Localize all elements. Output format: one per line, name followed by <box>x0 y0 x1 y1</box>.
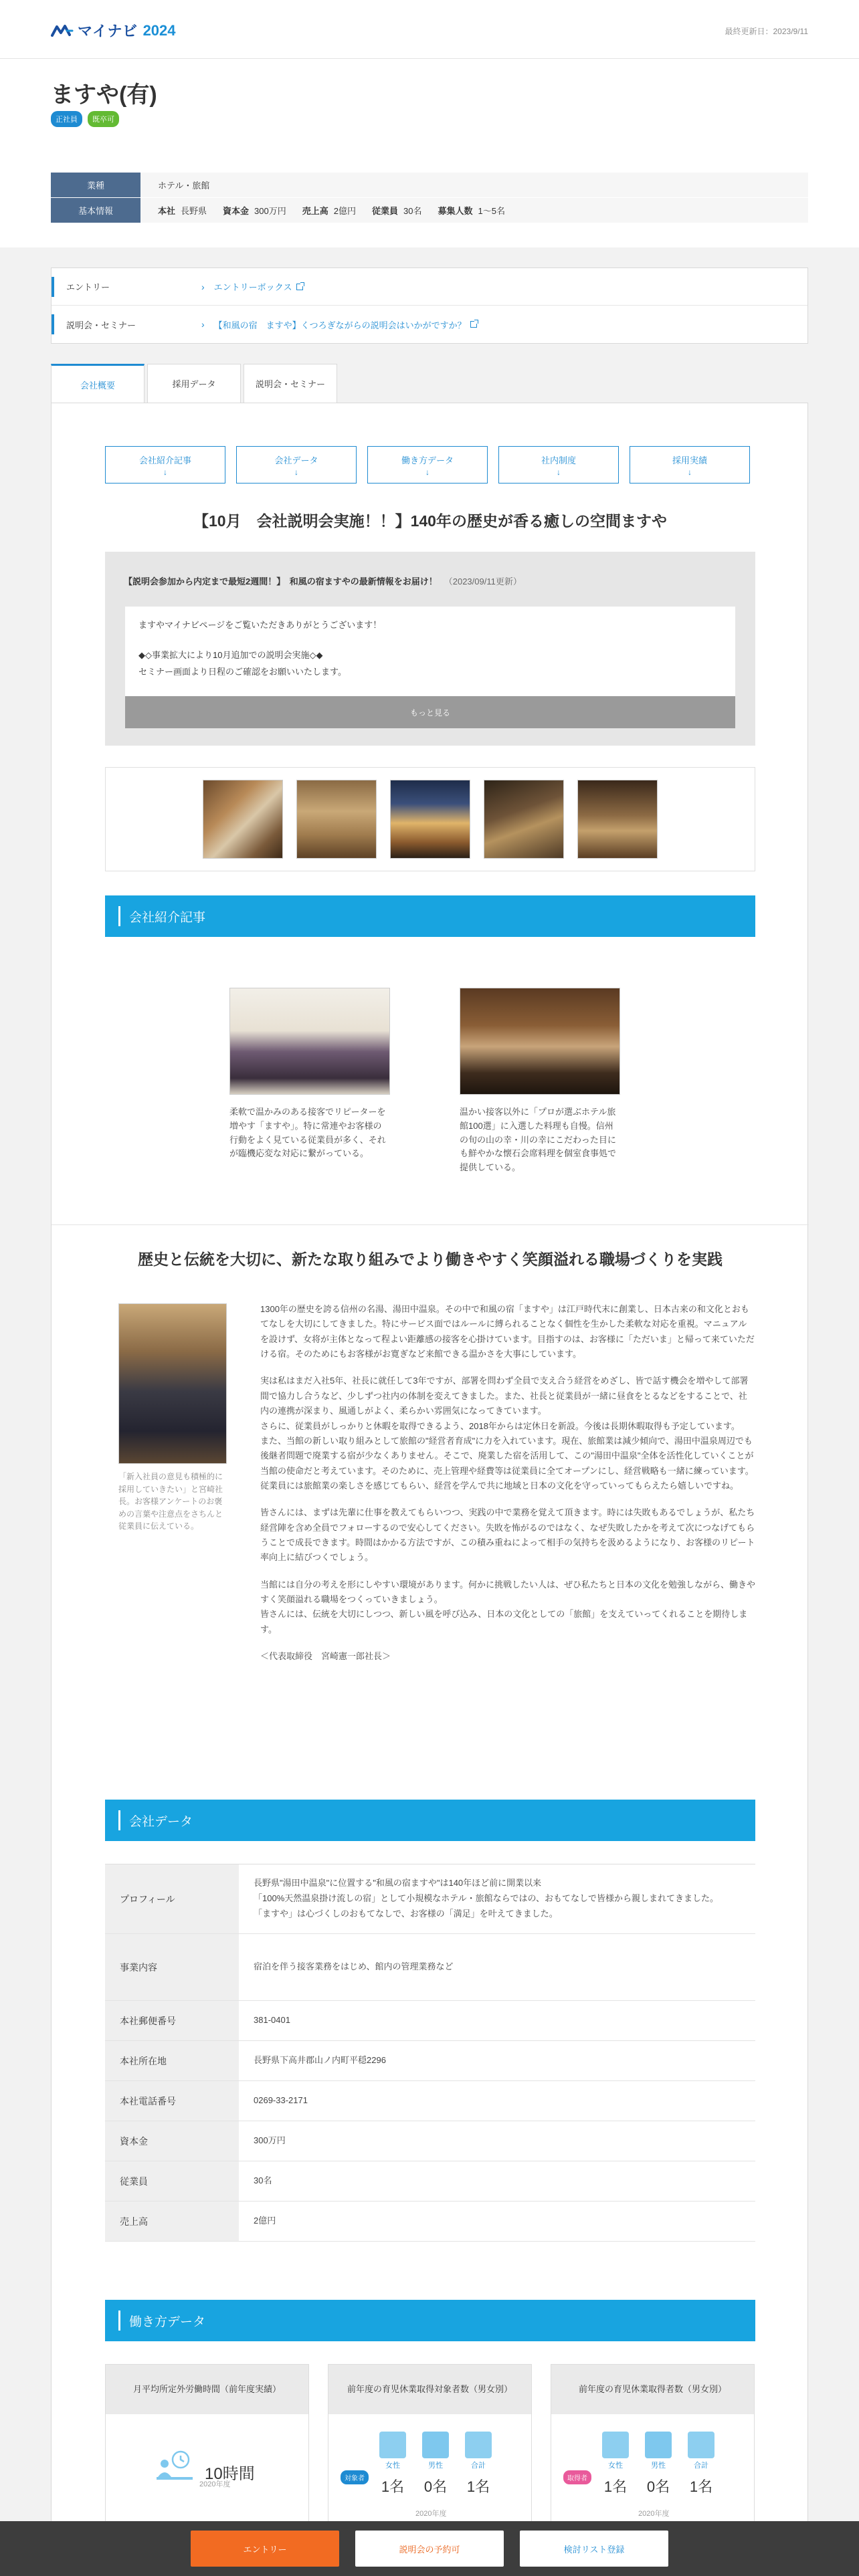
data-row-sales <box>105 2202 755 2242</box>
message-signature: ＜代表取締役 宮崎憲一郎社長＞ <box>260 1651 391 1662</box>
card-title: 前年度の育児休業取得者数（男女別） <box>551 2365 754 2414</box>
arrow-down-icon: ↓ <box>425 467 430 477</box>
entry-button[interactable]: エントリー <box>191 2531 339 2567</box>
data-val: 2億円 <box>254 2216 276 2226</box>
add-to-list-button[interactable]: 検討リスト登録 <box>520 2531 668 2567</box>
section-company-articles: 会社紹介記事 <box>105 895 755 937</box>
arrow-down-icon: ↓ <box>688 467 692 477</box>
card-title: 前年度の育児休業取得対象者数（男女別） <box>328 2365 531 2414</box>
badge-fulltime: 正社員 <box>51 111 82 127</box>
badge-graduate-ok: 既卒可 <box>88 111 119 127</box>
latest-news-box <box>105 552 755 746</box>
logo-year: 2024 <box>142 21 176 39</box>
link-key-entry: エントリー <box>52 277 201 297</box>
total-label: 合計 <box>471 2462 486 2470</box>
data-row-employees <box>105 2161 755 2202</box>
anchor-company-articles[interactable]: 会社紹介記事 ↓ <box>105 446 225 484</box>
tab-recruit-data[interactable]: 採用データ <box>147 364 241 403</box>
link-row-entry <box>52 268 807 306</box>
data-key: 本社電話番号 <box>105 2081 239 2121</box>
external-link-icon <box>470 321 477 328</box>
data-key: 本社郵便番号 <box>105 2001 239 2040</box>
message-paragraph: 皆さんには、まずは先輩に仕事を教えてもらいつつ、実践の中で業務を覚えて頂きます。時には失敗もあるでしょうが、私たち経営陣を含め全員でフォローするので安心してください。失敗を怖がるのではなく、なぜ失敗したかを考えて次につなげてもらうことで成長できます。時間はかかる方法ですが、この積み重ねによって相手の気持ちを汲めるようになり、お客様のリピート率向上に結びつくでしょう。 <box>260 1507 755 1563</box>
article-text: 柔軟で温かみのある接客でリピーターを増やす「ますや」。特に常連やお客様の行動をよく見ている従業員が多く、それが臨機応変な対応に繋がっている。 <box>229 1107 386 1159</box>
basic-item: 売上高 2億円 <box>302 206 356 216</box>
info-row-basic <box>51 198 808 223</box>
data-key: 事業内容 <box>105 1934 239 2000</box>
anchor-company-data[interactable]: 会社データ ↓ <box>236 446 357 484</box>
divider <box>52 1224 809 1225</box>
female-count: 1名 <box>381 2478 405 2495</box>
info-val-basic <box>140 198 808 223</box>
data-row-zip <box>105 2001 755 2041</box>
data-row-business <box>105 1934 755 2001</box>
basic-item: 従業員 30名 <box>372 206 422 216</box>
female-label: 女性 <box>385 2462 400 2470</box>
total-icon <box>688 2432 714 2458</box>
main-headline: 【10月 会社説明会実施！！】140年の歴史が香る癒しの空間ますや <box>193 512 667 530</box>
data-val: 宿泊を伴う接客業務をはじめ、館内の管理業務など <box>254 1961 454 1972</box>
gallery-photo-exterior[interactable] <box>390 780 470 859</box>
photo-gallery <box>105 767 755 871</box>
last-updated: 最終更新日：2023/9/11 <box>725 27 808 36</box>
card-title: 月平均所定外労働時間（前年度実績） <box>106 2365 308 2414</box>
message-paragraph: 当館には自分の考えを形にしやすい環境があります。何かに挑戦したい人は、ぜひ私たちと日本の文化を勉強しながら、働きやすく笑顔溢れる職場をつくっていきましょう。 皆さんには、伝統を大切にしつつ、新しい風を呼び込み、日本の文化としての「旅館」を支えていってくれることを期待します。 <box>260 1579 755 1634</box>
male-label: 男性 <box>428 2462 443 2470</box>
gallery-photo-food[interactable] <box>203 780 283 859</box>
news-body <box>125 607 735 696</box>
entry-box-label: エントリーボックス <box>213 282 292 292</box>
data-key: 本社所在地 <box>105 2041 239 2080</box>
total-icon <box>465 2432 492 2458</box>
link-key-seminar: 説明会・セミナー <box>52 314 201 334</box>
male-count: 0名 <box>646 2478 670 2495</box>
card-year: 2020年度 <box>199 2480 231 2488</box>
main-panel <box>51 403 808 2576</box>
section-company-data: 会社データ <box>105 1800 755 1841</box>
message-paragraph: 1300年の歴史を誇る信州の名湯、湯田中温泉。その中で和風の宿「ますや」は江戸時代末に創業し、日本古来の和文化とおもてなしを大切にしてきました。特にサービス面ではルールに縛られることなく個性を生かした柔軟な対応を重視。マニュアルを設けず、女将が主体となって程よい距離感の接客を心掛けています。目指すのは、お客様に「ただいま」と帰って来ていただける宿。そのためにもお客様がお寛ぎなど来館できる温かさを大事にしています。 <box>260 1304 755 1360</box>
arrow-down-icon: ↓ <box>294 467 298 477</box>
info-key-basic: 基本情報 <box>51 198 140 223</box>
data-row-capital <box>105 2121 755 2161</box>
news-greeting: ますやマイナビページをご覧いただきありがとうございます！ <box>138 620 382 630</box>
gallery-photo-lobby[interactable] <box>577 780 658 859</box>
arrow-down-icon: ↓ <box>557 467 561 477</box>
tab-company-overview[interactable]: 会社概要 <box>51 364 145 404</box>
article-photo-staff <box>229 988 390 1095</box>
news-date: （2023/09/11更新） <box>444 576 522 586</box>
link-box <box>51 267 808 344</box>
male-label: 男性 <box>651 2462 666 2470</box>
company-head <box>0 59 859 247</box>
site-header <box>0 0 859 59</box>
info-key-industry: 業種 <box>51 173 140 197</box>
info-row-industry <box>51 173 808 198</box>
card-year: 2020年度 <box>415 2510 447 2518</box>
arrow-down-icon: ↓ <box>163 467 167 477</box>
article-card <box>229 988 390 1161</box>
data-val: 300万円 <box>254 2135 286 2146</box>
message-title: 歴史と伝統を大切に、新たな取り組みでより働きやすく笑顔溢れる職場づくりを実践 <box>138 1251 723 1268</box>
card-year: 2020年度 <box>638 2510 670 2518</box>
male-icon <box>645 2432 672 2458</box>
mynavi-logo-icon <box>51 24 74 37</box>
seminar-link-label: 【和風の宿 ますや】くつろぎながらの説明会はいかがですか？ <box>213 320 466 330</box>
article-text: 温かい接客以外に「プロが選ぶホテル旅館100選」に入選した料理も自慢。信州の旬の山の幸・川の幸にこだわった目にも鮮やかな懐石会席料理を個室食事処で提供している。 <box>460 1107 617 1173</box>
entry-box-link[interactable] <box>201 280 303 293</box>
basic-item: 資本金 300万円 <box>223 206 286 216</box>
desk-clock-icon <box>155 2450 194 2484</box>
data-val: 長野県下高井郡山ノ内町平穏2296 <box>254 2055 386 2066</box>
anchor-internal-systems[interactable]: 社内制度 ↓ <box>498 446 619 484</box>
overtime-value: 10時間 <box>205 2465 255 2483</box>
link-row-seminar <box>52 306 807 343</box>
page-tabs <box>51 364 337 404</box>
male-icon <box>422 2432 449 2458</box>
chevron-right-icon: › <box>201 319 205 330</box>
company-data-table <box>105 1864 755 2242</box>
data-key: 資本金 <box>105 2121 239 2161</box>
female-label: 女性 <box>608 2462 623 2470</box>
company-name: ますや(有) <box>51 82 157 108</box>
female-icon <box>602 2432 629 2458</box>
data-key: プロフィール <box>105 1864 239 1933</box>
data-val: 381-0401 <box>254 2015 290 2026</box>
badges <box>51 111 119 127</box>
basic-item: 募集人数 1〜5名 <box>438 206 505 216</box>
data-key: 従業員 <box>105 2161 239 2201</box>
data-key: 売上高 <box>105 2202 239 2241</box>
message-body <box>260 1302 755 1677</box>
logo-text: マイナビ <box>78 23 138 39</box>
seminar-link[interactable] <box>201 318 477 331</box>
data-row-profile <box>105 1864 755 1934</box>
seminar-reserve-button[interactable]: 説明会の予約可 <box>355 2531 504 2567</box>
basic-item: 本社 長野県 <box>158 206 207 216</box>
data-val: 0269-33-2171 <box>254 2095 308 2106</box>
card-leave-eligible <box>328 2364 532 2525</box>
company-info-table <box>51 173 808 223</box>
message-paragraph: 実は私はまだ入社5年、社長に就任して3年ですが、部署を問わず全員で支え合う経営をめざし、皆で話す機会を増やして部署間で協力し合うなど、少しずつ社内の体制を変えてきました。また、社長と従業員が一緒に昼食をとるなどをすることで、社内の連携が深まり、風通しがよく、柔らかい雰囲気になってきています。 さらに、従業員がしっかりと休暇を取得できるよう、2018年からは定休日を新設。今後は長期休暇取得も予定しています。 また、当館の新しい取り組みとして旅館の"経営者育成"に力を入れています。現在、旅館業は減少傾向で、湯田中温泉周辺でも後継者問題で廃業する宿が少なくありません。そこで、廃業した宿を活用して、この"湯田中温泉"全体を活性化していくことが当館の使命だと考えています。そのために、売上管理や経費等は従業員に全てオープンにし、経営戦略も一緒に練っています。従業員には旅館業の楽しさを感じてもらい、経営を学んで共に地域と日本の文化を守っていってもらえたら嬉しいですね。 <box>260 1376 754 1491</box>
anchor-work-data[interactable]: 働き方データ ↓ <box>367 446 488 484</box>
card-overtime-hours <box>105 2364 309 2525</box>
work-data-grid <box>105 2364 755 2525</box>
card-leave-taken <box>551 2364 755 2525</box>
data-val: 長野県"湯田中温泉"に位置する"和風の宿ますや"は140年ほど前に開業以来 「100%天然温泉掛け流しの宿」として小規模なホテル・旅館ならではの、おもてなしで皆様から親しまれてきました。 「ますや」は心づくしのおもてなしで、お客様の「満足」を叶えてきました。 <box>254 1878 719 1919</box>
data-val: 30名 <box>254 2175 272 2186</box>
news-line-2: セミナー画面より日程のご確認をお願いいたします。 <box>138 666 347 677</box>
article-photo-cuisine <box>460 988 620 1095</box>
info-val-industry: ホテル・旅館 <box>140 173 808 197</box>
news-line-1: ◆◇事業拡大により10月追加での説明会実施◇◆ <box>138 649 323 660</box>
article-card <box>460 988 620 1175</box>
female-count: 1名 <box>603 2478 628 2495</box>
total-count: 1名 <box>466 2478 490 2495</box>
chevron-right-icon: › <box>201 281 205 292</box>
fixed-action-bar <box>0 2521 859 2576</box>
eligible-tag: 対象者 <box>341 2470 369 2484</box>
gallery-photo-room[interactable] <box>296 780 377 859</box>
taken-tag: 取得者 <box>563 2470 591 2484</box>
total-count: 1名 <box>689 2478 713 2495</box>
president-caption: 「新入社員の意見も積極的に採用していきたい」と宮崎社長。お客様アンケートのお褒めの言葉や注意点をさちんと従業員に伝えている。 <box>118 1472 223 1531</box>
data-row-phone <box>105 2081 755 2121</box>
total-label: 合計 <box>694 2462 708 2470</box>
read-more-button[interactable]: もっと見る <box>125 696 735 728</box>
female-icon <box>379 2432 406 2458</box>
mynavi-logo[interactable] <box>51 20 176 41</box>
anchor-hiring-record[interactable]: 採用実績 ↓ <box>630 446 750 484</box>
section-work-data: 働き方データ <box>105 2300 755 2341</box>
president-photo <box>118 1303 227 1464</box>
anchor-nav <box>105 446 750 484</box>
data-row-address <box>105 2041 755 2081</box>
external-link-icon <box>296 284 303 290</box>
gallery-photo-bath[interactable] <box>484 780 564 859</box>
news-title: 【説明会参加から内定まで最短2週間！】 和風の宿ますやの最新情報をお届け！ （2023/09/11更新） <box>124 576 522 586</box>
tab-seminar[interactable]: 説明会・セミナー <box>244 364 337 403</box>
male-count: 0名 <box>423 2478 448 2495</box>
